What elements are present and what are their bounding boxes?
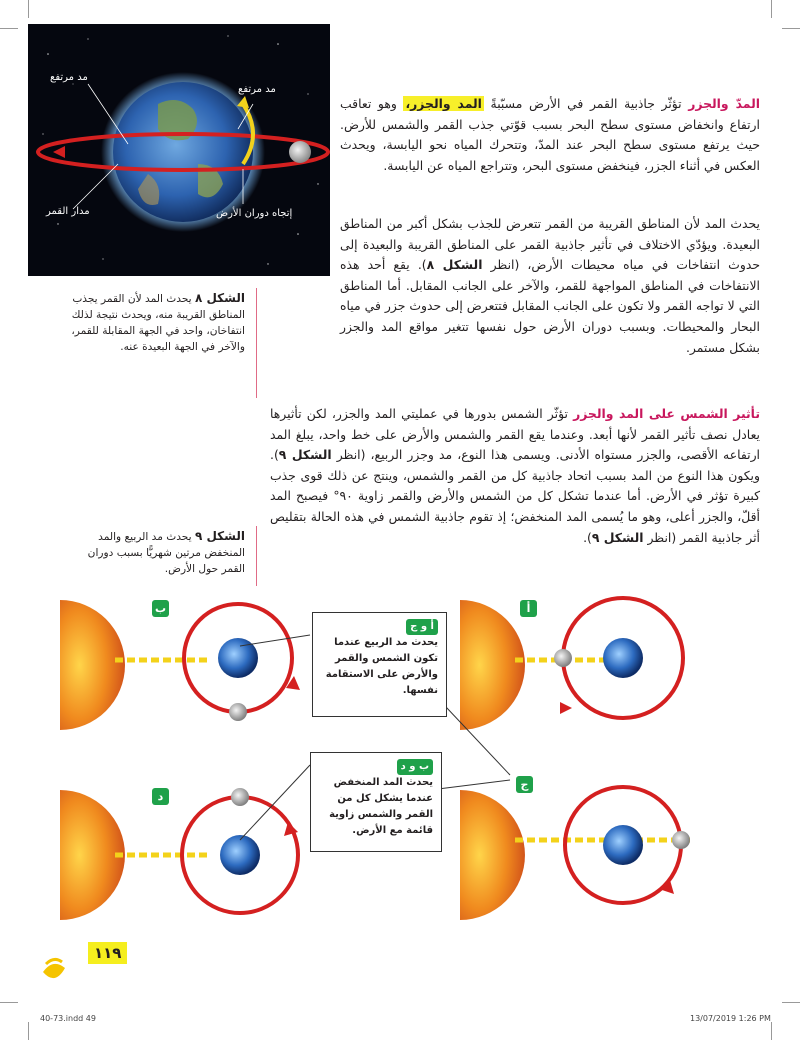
paragraph-text: وهو تعاقب ارتفاع وانخفاض مستوى سطح البحر بسبب قوّتي جذب القمر والشمس للأرض. حيث يرتفع مستوى سطح البحر عند المدّ، وتتحرك المياه نحو اليابسة، ويحدث العكس في أثناء الجزر، فينخفض مستوى البحر، وتتراجع المياه عن اليابسة. bbox=[340, 96, 760, 173]
crop-mark bbox=[771, 0, 772, 18]
caption-rule bbox=[256, 526, 257, 586]
figure-reference: الشكل ٩ bbox=[278, 447, 332, 463]
crop-mark bbox=[28, 1022, 29, 1040]
paragraph-text: تؤثّر الشمس بدورها في عمليتي المد والجزر، لكن تأثيرها يعادل نصف تأثير القمر لأنها أبعد. وعندما يقع القمر والشمس والأرض على خط واحد، يبلغ المد ارتفاعه الأقصى، والجزر مستواه الأدنى. ويسمى هذا النوع، مد وجزر الربيع، (انظر bbox=[270, 406, 761, 463]
earth-moon-tide-photo bbox=[28, 24, 330, 276]
label-high-tide: مد مرتفع bbox=[50, 72, 88, 83]
label-earth-rotation: إتجاه دوران الأرض bbox=[216, 208, 293, 219]
caption-text: يحدث مد الربيع والمد المنخفض مرتين شهريًّا بسبب دوران القمر حول الأرض. bbox=[87, 531, 245, 575]
crop-mark bbox=[0, 28, 18, 29]
sun-icon bbox=[60, 600, 125, 730]
run-in-heading: المدّ والجزر bbox=[688, 96, 760, 111]
panel-label-b: ب bbox=[152, 600, 169, 617]
figure-label: الشكل ٨ bbox=[194, 291, 245, 305]
crop-mark bbox=[782, 28, 800, 29]
callout-spring-tide bbox=[312, 612, 447, 717]
crop-mark bbox=[0, 1002, 18, 1003]
earth-icon bbox=[220, 835, 260, 875]
photo-illustration bbox=[28, 24, 330, 276]
callout-badge: أ و ج bbox=[406, 619, 438, 635]
figure-8-caption bbox=[70, 290, 245, 355]
caption-text: يحدث المد لأن القمر يجذب المناطق القريبة منه، ويحدث نتيجة لذلك انتفاخان، واحد في الجهة المقابلة للقمر، والآخر في الجهة البعيدة عنه. bbox=[71, 293, 245, 353]
moon-icon bbox=[554, 649, 572, 667]
figure-9-caption bbox=[70, 528, 245, 577]
callout-badge: ب و د bbox=[397, 759, 433, 775]
panel-label-a: أ bbox=[520, 600, 537, 617]
orbit-arrow-icon bbox=[560, 702, 572, 714]
label-moon-orbit: مدار القمر bbox=[46, 206, 90, 217]
sun-icon bbox=[460, 790, 525, 920]
paragraph-text: يحدث المد لأن المناطق القريبة من القمر تتعرض للجذب بشكل أكبر من المناطق البعيدة. ويؤدّي الاختلاف في تأثير جاذبية القمر على المناطق القريبة والبعيدة إلى حدوث انتفاخات في مياه محيطات الأرض، (انظر bbox=[340, 216, 760, 273]
page-number: ١١٩ bbox=[88, 942, 127, 964]
crop-mark bbox=[771, 1022, 772, 1040]
crop-mark bbox=[28, 0, 29, 18]
run-in-heading: تأثير الشمس على المد والجزر bbox=[573, 406, 760, 421]
earth-icon bbox=[603, 638, 643, 678]
paragraph-text: ). ويكون هذا النوع من المد بسبب اتحاد جاذبية كل من القمر والشمس، وينتج عن ذلك قوى جذب كبيرة تؤثر في الأرض. أما عندما تشكل كل من الشمس والأرض والقمر زاوية ٩٠° فيصبح المد أقلّ، والجزر أعلى، وهو ما يُسمى المد المنخفض؛ إذ تقوم جاذبية الشمس في هذه الحالة بتقليص أثر جاذبية القمر (انظر bbox=[270, 447, 760, 545]
label-high-tide: مد مرتفع bbox=[238, 84, 276, 95]
paragraph-tides bbox=[340, 94, 760, 176]
moon-icon bbox=[289, 141, 311, 163]
figure-reference: الشكل ٨ bbox=[426, 257, 483, 273]
moon-icon bbox=[229, 703, 247, 721]
paragraph-text: ). يقع أحد هذه الانتفاخات في المناطق المواجهة للقمر، والآخر على الجانب المقابل. أما المناطق التي لا تواجه القمر ولا تكون على الجانب المقابل فتتعرض إلى حدوث جزر في مياه البحار والمحيطات. وبسبب دوران الأرض حول نفسها تتغير مواقع المد والجزر بشكل مستمر. bbox=[340, 257, 760, 355]
highlighted-term: المد والجزر، bbox=[405, 96, 482, 111]
paragraph-text: تؤثّر جاذبية القمر في الأرض مسبّبةً bbox=[483, 96, 689, 111]
figure-label: الشكل ٩ bbox=[194, 529, 245, 543]
callout-text: يحدث المد المنخفض عندما يشكل كل من القمر والشمس زاوية قائمة مع الأرض. bbox=[329, 777, 433, 836]
earth-icon bbox=[603, 825, 643, 865]
crop-mark bbox=[782, 1002, 800, 1003]
moon-icon bbox=[672, 831, 690, 849]
sun-icon bbox=[460, 600, 525, 730]
panel-label-c: ج bbox=[516, 776, 533, 793]
caption-rule bbox=[256, 288, 257, 398]
orbit-arrow-icon bbox=[53, 146, 65, 158]
panel-label-d: د bbox=[152, 788, 169, 805]
figure-reference: الشكل ٩ bbox=[591, 529, 644, 545]
callout-text: يحدث مد الربيع عندما تكون الشمس والقمر والأرض على الاستقامة نفسها. bbox=[325, 637, 438, 696]
paragraph-bulges bbox=[340, 214, 760, 358]
paragraph-text: ). bbox=[583, 529, 592, 545]
moon-icon bbox=[231, 788, 249, 806]
callout-neap-tide bbox=[310, 752, 442, 852]
print-timestamp: 13/07/2019 1:26 PM bbox=[690, 1014, 771, 1023]
paragraph-sun-effect bbox=[270, 404, 760, 548]
file-name: 40-73.indd 49 bbox=[40, 1014, 96, 1023]
publisher-logo-icon bbox=[38, 950, 68, 984]
